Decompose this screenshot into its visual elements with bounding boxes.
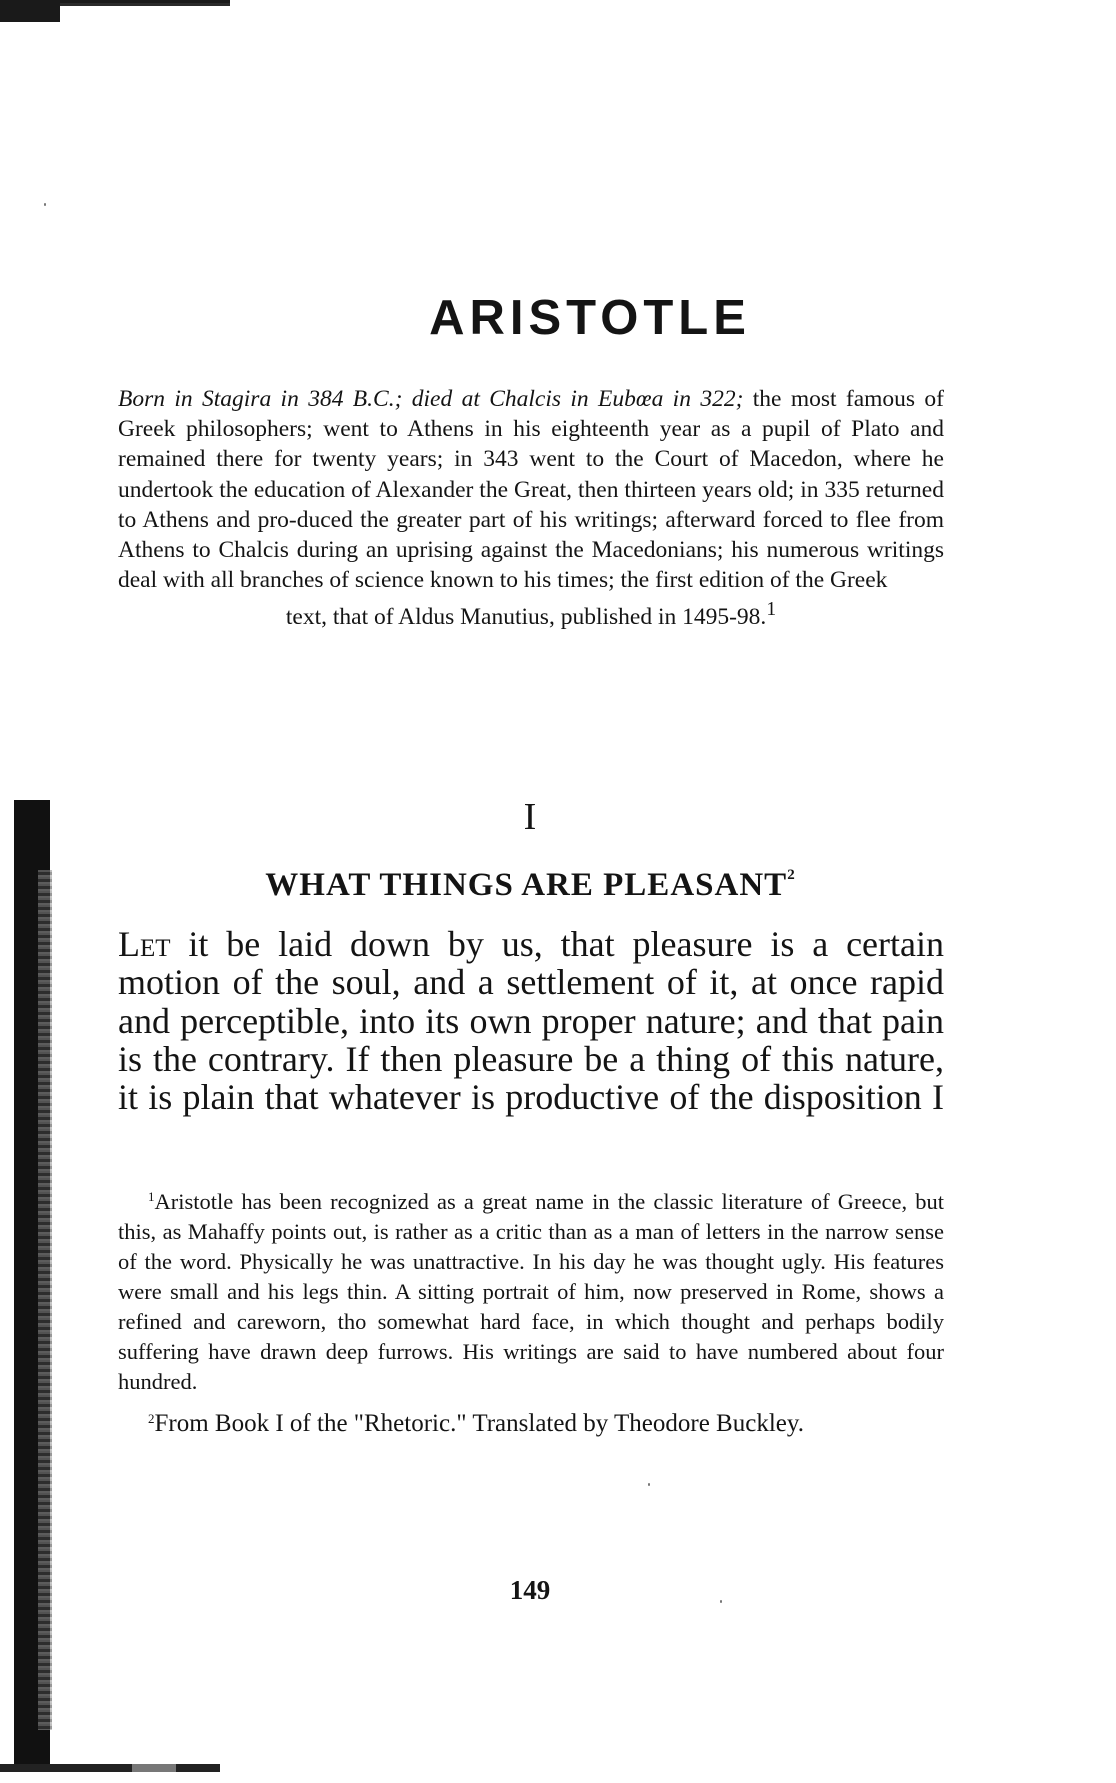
section-heading-text: WHAT THINGS ARE PLEASANT	[265, 867, 788, 903]
footnote-1	[118, 1182, 944, 1397]
scan-edge-left	[14, 800, 50, 1764]
bio-last-text: text, that of Aldus Manutius, published in 1495-98.	[285, 604, 767, 631]
footnote-2-text: From Book I of the "Rhetoric." Translated by Theodore Buckley.	[154, 1410, 804, 1437]
footnotes	[118, 1182, 944, 1440]
bio-lead: Born in Stagira in 384 B.C.; died at Chalcis in Eubœa in 322;	[118, 386, 744, 412]
section-numeral: I	[523, 796, 537, 838]
scan-speck	[648, 1483, 650, 1486]
page-title: ARISTOTLE	[429, 291, 751, 345]
footnote-1-text: Aristotle has been recognized as a great name in the classic literature of Greece, but this, as Mahaffy points out, is rather as a critic than as a man of letters in the narrow sense of the word. Physically he was unattractive. In his day he was thought ugly. His features were small and his legs thin. A sitting portrait of him, now preserved in Rome, shows a refined and careworn, tho somewhat hard face, in which thought and perhaps bodily suffering have drawn deep furrows. His writings are said to have numbered about four hundred.	[118, 1189, 944, 1394]
bio-text: the most famous of Greek philosophers; went to Athens in his eighteenth year as a pupil of Plato and remained there for twenty years; in 343 went to the Court of Macedon, where he undertook the education of Alexander the Great, then thirteen years old; in 335 returned to Athens and pro-duced the greater part of his writings; afterward forced to flee from Athens to Chalcis during an uprising against the Macedonians; his numerous writings deal with all branches of science known to his times; the first edition of the Greek	[118, 386, 944, 594]
footnote-2	[118, 1403, 944, 1440]
body-text: it be laid down by us, that pleasure is a certain motion of the soul, and a settlement of it, at once rapid and perceptible, into its own proper nature; and that pain is the contrary. If then pleasure be a thing of this nature, it is plain that whatever is productive of the disposition I	[118, 924, 944, 1118]
footnote-1-marker: 1	[148, 1189, 155, 1204]
scan-edge-top	[0, 0, 230, 12]
body-paragraph	[118, 925, 944, 1116]
body-dropword: Let	[118, 924, 171, 964]
bio-last-line	[118, 595, 944, 632]
footnote-2-marker: 2	[148, 1411, 155, 1426]
page-number: 149	[509, 1575, 551, 1605]
scan-edge-bottom	[0, 1764, 220, 1772]
author-bio	[118, 384, 944, 632]
footnote-ref-1: 1	[766, 599, 777, 621]
section-heading	[120, 867, 940, 904]
footnote-ref-2: 2	[787, 867, 795, 883]
scan-speck	[44, 203, 46, 206]
